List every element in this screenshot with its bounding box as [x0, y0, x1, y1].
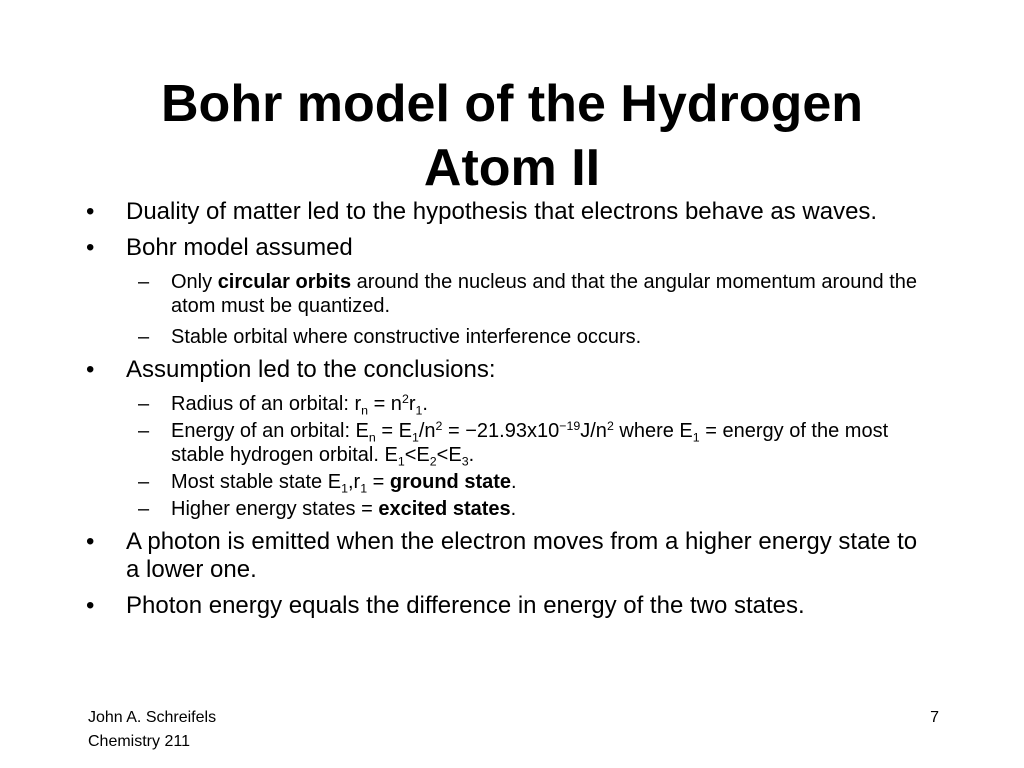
title-line-2: Atom II — [423, 139, 601, 197]
slide-footer — [88, 706, 216, 754]
energy-text: <E — [404, 444, 430, 466]
energy-text: Energy of an orbital: E — [171, 420, 369, 442]
energy-text: = E — [375, 420, 412, 442]
energy-text: . — [468, 444, 475, 466]
bullet-duality — [0, 198, 1024, 226]
page-number: 7 — [930, 709, 939, 726]
sub-bullet-text: Only — [171, 271, 218, 293]
subscript: 1 — [415, 403, 423, 418]
bullet-marker: • — [86, 592, 95, 619]
bullet-text: A photon is emitted when the electron moves from a higher energy state to a lower one. — [126, 528, 918, 583]
emphasis-circular-orbits: circular orbits — [217, 271, 352, 293]
bullet-marker: • — [86, 234, 95, 261]
radius-text: r — [408, 393, 416, 415]
dash-marker: – — [138, 420, 150, 442]
sub-bullet-excited-states — [0, 497, 1024, 521]
emphasis-excited-states: excited states — [378, 498, 511, 520]
dash-marker: – — [138, 271, 150, 293]
sub-bullet-radius — [0, 392, 1024, 416]
superscript: 2 — [435, 419, 443, 434]
energy-text: = energy of the most stable hydrogen orbital. E — [171, 420, 889, 466]
radius-text: = n — [368, 393, 402, 415]
bullet-bohr-model — [0, 234, 1024, 262]
sub-bullet-text: Stable orbital where constructive interference occurs. — [171, 326, 642, 348]
slide-body — [0, 198, 1024, 628]
excited-text: Higher energy states = — [171, 498, 379, 520]
superscript: 2 — [606, 419, 614, 434]
bullet-text: Duality of matter led to the hypothesis that electrons behave as waves. — [126, 198, 878, 225]
ground-text: = — [367, 471, 390, 493]
emphasis-ground-state: ground state — [389, 471, 512, 493]
subscript: n — [368, 430, 376, 445]
bullet-text: Assumption led to the conclusions: — [126, 356, 496, 383]
energy-text: where E — [613, 420, 693, 442]
energy-text: /n — [418, 420, 436, 442]
sub-bullet-energy — [0, 419, 1024, 467]
subscript: 1 — [341, 481, 348, 496]
energy-text: J/n — [580, 420, 607, 442]
subscript: 1 — [397, 454, 405, 469]
dash-marker: – — [138, 326, 150, 348]
bullet-text: Photon energy equals the difference in energy of the two states. — [126, 592, 805, 619]
ground-text: . — [511, 471, 517, 493]
subscript: 3 — [461, 454, 469, 469]
sub-bullet-stable-orbital — [0, 325, 1024, 349]
bullet-marker: • — [86, 528, 95, 555]
bullet-assumption — [0, 356, 1024, 384]
energy-text: <E — [436, 444, 462, 466]
title-line-1: Bohr model of the Hydrogen — [161, 75, 863, 133]
energy-text: = −21.93x10 — [442, 420, 560, 442]
subscript: 1 — [411, 430, 419, 445]
subscript: 1 — [360, 481, 368, 496]
dash-marker: – — [138, 393, 150, 415]
dash-marker: – — [138, 471, 150, 493]
bullet-marker: • — [86, 356, 95, 383]
superscript: −19 — [559, 419, 581, 434]
subscript: 1 — [692, 430, 700, 445]
bullet-marker: • — [86, 198, 95, 225]
ground-text: ,r — [347, 471, 361, 493]
dash-marker: – — [138, 498, 150, 520]
slide-title — [80, 72, 944, 200]
radius-text: . — [422, 393, 428, 415]
footer-course: Chemistry 211 — [88, 733, 190, 750]
excited-text: . — [510, 498, 517, 520]
subscript: 2 — [429, 454, 437, 469]
sub-bullet-text: around the nucleus and that the angular momentum around the atom must be quantized. — [171, 271, 918, 317]
bullet-photon-emitted — [0, 528, 1024, 584]
superscript: 2 — [401, 392, 409, 407]
radius-text: Radius of an orbital: r — [171, 393, 362, 415]
bullet-text: Bohr model assumed — [126, 234, 353, 261]
sub-bullet-ground-state — [0, 470, 1024, 494]
sub-bullet-circular-orbits — [0, 270, 1024, 318]
ground-text: Most stable state E — [171, 471, 342, 493]
subscript: n — [361, 403, 369, 418]
footer-author: John A. Schreifels — [88, 709, 217, 726]
bullet-photon-energy — [0, 592, 1024, 620]
